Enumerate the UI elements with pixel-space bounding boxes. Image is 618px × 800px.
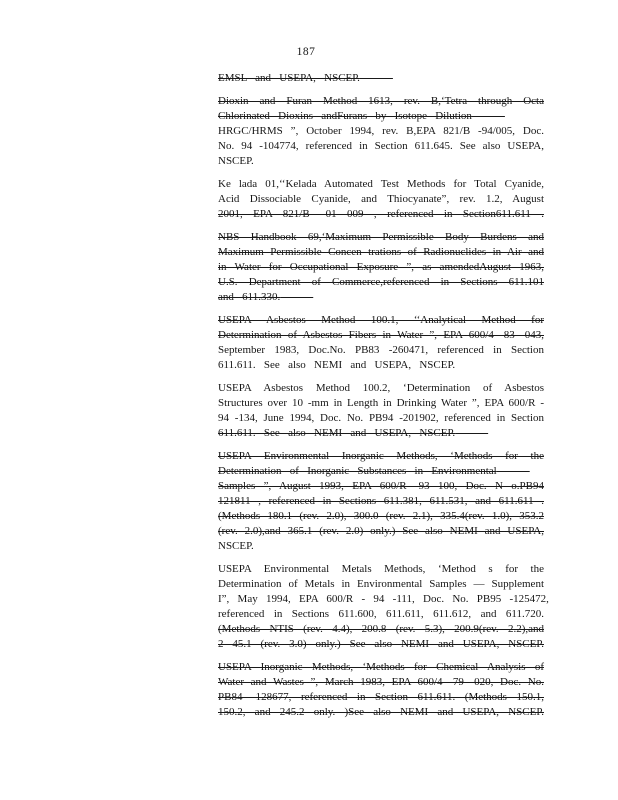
paragraph [218, 381, 544, 441]
text-line: NSCEP. [218, 155, 254, 167]
struck-text-line: Maximum Permissible Concen trations of Radionuclides in Air and [218, 246, 544, 258]
page-number: 187 [296, 46, 316, 58]
struck-text-line: Determination of Inorganic Substances in Environmental [218, 465, 497, 477]
text-line: NSCEP. [218, 540, 254, 552]
page-body [218, 71, 549, 728]
text-line: 94 -134, June 1994, Doc. No. PB94 -201902, referenced in Section [218, 412, 544, 424]
struck-text-line: in Water for Occupational Exposure ”, as amendedAugust 1963, [218, 261, 544, 273]
struck-text-line: Water and Wastes ”, March 1983, EPA 600/4 -79 -020, Doc. No. [218, 676, 544, 688]
struck-text-line: PB84 -128677, referenced in Section 611.611. (Methods 150.1, [218, 691, 544, 703]
struck-text-line: 150.2, and 245.2 only. )See also NEMI and USEPA, NSCEP. [218, 706, 544, 718]
text-line: I”, May 1994, EPA 600/R - 94 -111, Doc. No. PB95 -125472, [218, 593, 549, 605]
paragraph [218, 94, 544, 169]
text-line: USEPA Environmental Metals Methods, ‘Method s for the [218, 563, 544, 575]
struck-text-line: 121811 , referenced in Sections 611.381, 611.531, and 611.611 . [218, 495, 544, 507]
struck-text-line: USEPA Asbestos Method 100.1, ‘‘Analytical Method for [218, 314, 544, 326]
struck-text-line: Samples ”, August 1993, EPA 600/R -93 100, Doc. N o.PB94 [218, 480, 544, 492]
text-line: USEPA Asbestos Method 100.2, ‘Determination of Asbestos [218, 382, 544, 394]
paragraph [218, 313, 544, 373]
text-line: HRGC/HRMS ”, October 1994, rev. B,EPA 821/B -94/005, Doc. [218, 125, 544, 137]
struck-text-line: 611.611. See also NEMI and USEPA, NSCEP. [218, 427, 456, 439]
struck-text-line: USEPA Environmental Inorganic Methods, ‘Methods for the [218, 450, 544, 462]
paragraph [218, 230, 544, 305]
struck-text-line: and 611.330. [218, 291, 281, 303]
text-line: Determination of Metals in Environmental Samples — Supplement [218, 578, 544, 590]
paragraph [218, 660, 544, 720]
struck-text-line: EMSL and USEPA, NSCEP. [218, 72, 360, 84]
text-line: Structures over 10 -mm in Length in Drinking Water ”, EPA 600/R - [218, 397, 544, 409]
text-line: referenced in Sections 611.600, 611.611, 611.612, and 611.720. [218, 608, 544, 620]
struck-text-line: Chlorinated Dioxins andFurans by Isotope Dilution [218, 110, 472, 122]
paragraph [218, 449, 544, 554]
struck-text-line: (Methods NTIS (rev. 4.4), 200.8 (rev. 5.3), 200.9(rev. 2.2),and [218, 623, 544, 635]
text-line: No. 94 -104774, referenced in Section 611.645. See also USEPA, [218, 140, 544, 152]
struck-text-line: 2001, EPA 821/B –01 009 , referenced in Section611.611 . [218, 208, 544, 220]
struck-text-line: Dioxin and Furan Method 1613, rev. B,‘Tetra through Octa [218, 95, 544, 107]
struck-text-line: USEPA Inorganic Methods, ‘Methods for Chemical Analysis of [218, 661, 544, 673]
paragraph [218, 177, 544, 222]
text-line: Ke lada 01,‘‘Kelada Automated Test Methods for Total Cyanide, [218, 178, 544, 190]
paragraph [218, 71, 544, 86]
struck-text-line: (rev. 2.0),and 365.1 (rev. 2.0) only.) See also NEMI and USEPA, [218, 525, 544, 537]
struck-text-line: (Methods 180.1 (rev. 2.0), 300.0 (rev. 2.1), 335.4(rev. 1.0), 353.2 [218, 510, 544, 522]
text-line: 611.611. See also NEMI and USEPA, NSCEP. [218, 359, 456, 371]
paragraph [218, 562, 549, 652]
text-line: Acid Dissociable Cyanide, and Thiocyanate”, rev. 1.2, August [218, 193, 544, 205]
struck-text-line: U.S. Department of Commerce,referenced in Sections 611.101 [218, 276, 544, 288]
struck-text-line: NBS Handbook 69,‘Maximum Permissible Body Burdens and [218, 231, 544, 243]
text-line: September 1983, Doc.No. PB83 -260471, referenced in Section [218, 344, 544, 356]
struck-text-line: Determination of Asbestos Fibers in Water ”, EPA 600/4 -83 -043, [218, 329, 544, 341]
struck-text-line: 2 45.1 (rev. 3.0) only.) See also NEMI and USEPA, NSCEP. [218, 638, 544, 650]
